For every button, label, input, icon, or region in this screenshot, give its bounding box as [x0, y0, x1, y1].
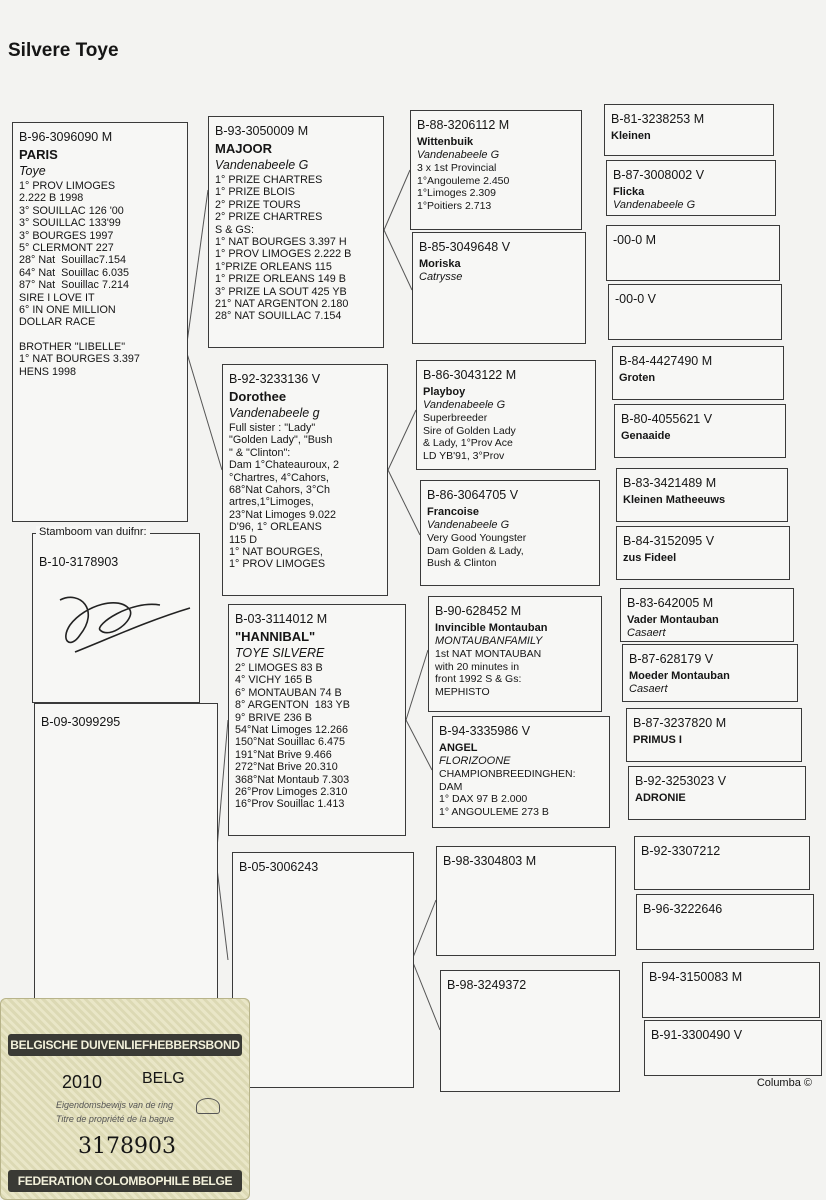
- pigeon-result-line: 2° LIMOGES 83 B: [235, 662, 323, 674]
- gen3-pigeon-box: [436, 846, 616, 956]
- stamp-country: BELG: [142, 1070, 185, 1087]
- pigeon-ring: B-85-3049648 V: [419, 240, 511, 254]
- gen4-pigeon-box: [616, 526, 790, 580]
- pigeon-ring: B-94-3150083 M: [649, 970, 743, 984]
- gen2-pigeon-box: [232, 852, 414, 1088]
- pigeon-ring: B-91-3300490 V: [651, 1028, 743, 1042]
- subject-result-line: DOLLAR RACE: [19, 316, 96, 329]
- subject-result-line: 3° BOURGES 1997: [19, 229, 114, 242]
- pigeon-name: Flicka: [613, 186, 645, 198]
- pigeon-name: Kleinen Matheeuws: [623, 494, 726, 506]
- pigeon-ring: B-98-3304803 M: [443, 854, 537, 868]
- subject-pigeon-box: [12, 122, 188, 522]
- subject-result-line: 3° SOUILLAC 126 '00: [19, 204, 124, 217]
- gen3-pigeon-box: [416, 360, 596, 470]
- subject-result-line: 5° CLERMONT 227: [19, 242, 114, 255]
- pigeon-result-line: Sire of Golden Lady: [423, 424, 516, 437]
- pigeon-result-line: 1° NAT BOURGES,: [229, 546, 323, 559]
- pigeon-breeder: FLORIZOONE: [439, 755, 511, 767]
- credit-text: Columba ©: [756, 1077, 812, 1089]
- subject-result-line: [19, 329, 181, 341]
- pigeon-result-line: LD YB'91, 3°Prov: [423, 449, 505, 462]
- pigeon-result-line: 368°Nat Montaub 7.303: [235, 773, 350, 786]
- pigeon-breeder: Catrysse: [419, 271, 463, 283]
- pigeon-result-line: artres,1°Limoges,: [229, 496, 314, 509]
- gen4-pigeon-box: [636, 894, 814, 950]
- pigeon-result-line: CHAMPIONBREEDINGHEN:: [439, 768, 576, 780]
- handwritten-signature: [40, 580, 200, 680]
- stamp-bottom-banner: FEDERATION COLOMBOPHILE BELGE: [8, 1170, 242, 1192]
- gen2-pigeon-box: [208, 116, 384, 348]
- pigeon-name: Francoise: [427, 506, 479, 518]
- subject-results: [19, 180, 181, 378]
- pigeon-result-line: 21° NAT ARGENTON 2.180: [215, 298, 349, 311]
- pigeon-result-line: 1°Limoges 2.309: [417, 187, 496, 199]
- pigeon-result-line: & Lady, 1°Prov Ace: [423, 437, 513, 449]
- gen4-pigeon-box: [612, 346, 784, 400]
- pigeon-breeder: Vandenabeele G: [613, 199, 696, 211]
- subject-name: PARIS: [19, 147, 58, 162]
- pigeon-result-line: DAM: [439, 780, 463, 793]
- pigeon-result-line: D'96, 1° ORLEANS: [229, 521, 322, 534]
- pigeon-result-line: 1°Angouleme 2.450: [417, 174, 510, 187]
- pigeon-ring: B-86-3064705 V: [427, 488, 519, 502]
- pigeon-name: ANGEL: [439, 742, 478, 754]
- gen4-pigeon-box: [634, 836, 810, 890]
- pigeon-breeder: MONTAUBANFAMILY: [435, 635, 543, 647]
- pigeon-ring: B-03-3114012 M: [235, 612, 328, 626]
- subject-breeder: Toye: [19, 164, 46, 178]
- pigeon-result-line: Dam 1°Chateauroux, 2: [229, 459, 339, 472]
- pigeon-breeder: Vandenabeele G: [417, 149, 500, 161]
- pigeon-result-line: 1° PRIZE CHARTRES: [215, 174, 323, 186]
- gen4-pigeon-box: [622, 644, 798, 702]
- pigeon-name: Vader Montauban: [627, 614, 719, 626]
- pigeon-ring: B-87-628179 V: [629, 652, 714, 666]
- pigeon-result-line: 68°Nat Cahors, 3°Ch: [229, 484, 331, 497]
- stamp-line-1: Eigendomsbewijs van de ring: [56, 1100, 174, 1110]
- pigeon-result-line: 1° PRIZE BLOIS: [215, 186, 295, 199]
- pigeon-breeder: Casaert: [627, 627, 666, 639]
- pigeon-result-line: 1° DAX 97 B 2.000: [439, 793, 528, 805]
- pigeon-name: Wittenbuik: [417, 136, 474, 148]
- gen4-pigeon-box: [614, 404, 786, 458]
- gen4-pigeon-box: [608, 284, 782, 340]
- gen4-pigeon-box: [616, 468, 788, 522]
- pigeon-ring: B-92-3253023 V: [635, 774, 727, 788]
- subject-result-line: HENS 1998: [19, 365, 77, 378]
- stamp-year: 2010: [62, 1072, 103, 1092]
- pigeon-result-line: 8° ARGENTON 183 YB: [235, 699, 350, 712]
- pigeon-result-line: Full sister : "Lady": [229, 422, 316, 434]
- pigeon-name: Genaaide: [621, 430, 671, 442]
- gen4-pigeon-box: [606, 160, 776, 216]
- subject-result-line: 28° Nat Souillac7.154: [19, 254, 126, 267]
- pigeon-result-line: S & GS:: [215, 223, 255, 236]
- subject-result-line: SIRE I LOVE IT: [19, 291, 95, 304]
- pigeon-result-line: 54°Nat Limoges 12.266: [235, 724, 348, 737]
- pigeon-result-line: 1°PRIZE ORLEANS 115: [215, 260, 332, 273]
- subject-result-line: 2.222 B 1998: [19, 192, 84, 205]
- pigeon-result-line: MEPHISTO: [435, 685, 490, 698]
- gen3-pigeon-box: [412, 232, 586, 344]
- pigeon-ring: -00-0 V: [615, 292, 656, 306]
- ring-ownership-stamp: [0, 998, 250, 1200]
- pigeon-result-line: 3° PRIZE LA SOUT 425 YB: [215, 285, 347, 298]
- pigeon-name: Playboy: [423, 386, 466, 398]
- pigeon-breeder: Vandenabeele G: [423, 399, 506, 411]
- subject-ring: B-96-3096090 M: [19, 130, 113, 144]
- pigeon-result-line: 1°Poitiers 2.713: [417, 199, 492, 212]
- pigeon-result-line: 26°Prov Limoges 2.310: [235, 786, 348, 799]
- pigeon-result-line: Bush & Clinton: [427, 557, 497, 569]
- page-title: Silvere Toye: [8, 40, 119, 61]
- subject-result-line: 6° IN ONE MILLION: [19, 304, 116, 317]
- pigeon-result-line: 115 D: [229, 533, 258, 546]
- gen2-pigeon-box: [228, 604, 406, 836]
- pigeon-breeder: Casaert: [629, 683, 668, 695]
- gen4-pigeon-box: [628, 766, 806, 820]
- subject-result-line: 87° Nat Souillac 7.214: [19, 279, 129, 292]
- gen3-pigeon-box: [440, 970, 620, 1092]
- pigeon-result-line: 191°Nat Brive 9.466: [235, 748, 332, 761]
- pigeon-result-line: 6° MONTAUBAN 74 B: [235, 686, 342, 699]
- pigeon-breeder: Vandenabeele g: [229, 406, 320, 420]
- pigeon-name: Groten: [619, 372, 656, 384]
- pigeon-name: Dorothee: [229, 389, 287, 404]
- pigeon-result-line: 1° PROV LIMOGES: [229, 558, 326, 571]
- gen3-pigeon-box: [410, 110, 582, 230]
- pigeon-result-line: " & "Clinton":: [229, 446, 291, 459]
- pigeon-result-line: 16°Prov Souillac 1.413: [235, 798, 345, 811]
- gen2-pigeon-box: [222, 364, 388, 596]
- pigeon-result-line: "Golden Lady", "Bush: [229, 434, 333, 447]
- pigeon-ring: B-88-3206112 M: [417, 118, 510, 132]
- crest-icon: [196, 1098, 220, 1114]
- pigeon-result-line: 2° PRIZE TOURS: [215, 198, 301, 211]
- pigeon-result-line: 9° BRIVE 236 B: [235, 711, 312, 724]
- pigeon-result-line: 1° NAT BOURGES 3.397 H: [215, 236, 347, 249]
- pigeon-breeder: Vandenabeele G: [427, 519, 510, 531]
- pigeon-result-line: Dam Golden & Lady,: [427, 544, 524, 557]
- pigeon-name: ADRONIE: [635, 792, 686, 804]
- pedigree-label: Stamboom van duifnr:: [36, 526, 150, 538]
- pigeon-ring: -00-0 M: [613, 233, 657, 247]
- stamp-top-banner: BELGISCHE DUIVENLIEFHEBBERSBOND: [8, 1034, 242, 1056]
- gen4-pigeon-box: [644, 1020, 822, 1076]
- pigeon-name: "HANNIBAL": [235, 629, 316, 644]
- dam-ring: B-09-3099295: [41, 715, 121, 729]
- pigeon-name: PRIMUS I: [633, 734, 682, 746]
- pigeon-ring: B-84-3152095 V: [623, 534, 715, 548]
- pigeon-ring: B-86-3043122 M: [423, 368, 517, 382]
- gen4-pigeon-box: [620, 588, 794, 642]
- pigeon-ring: B-84-4427490 M: [619, 354, 713, 368]
- pigeon-result-line: Very Good Youngster: [427, 532, 527, 544]
- pigeon-ring: B-87-3008002 V: [613, 168, 705, 182]
- pigeon-result-line: 4° VICHY 165 B: [235, 674, 313, 687]
- pigeon-result-line: Superbreeder: [423, 412, 488, 424]
- pigeon-name: Moriska: [419, 258, 461, 270]
- pigeon-ring: B-90-628452 M: [435, 604, 522, 618]
- pigeon-result-line: 1st NAT MONTAUBAN: [435, 648, 542, 660]
- pigeon-ring: B-93-3050009 M: [215, 124, 309, 138]
- pigeon-ring: B-94-3335986 V: [439, 724, 531, 738]
- gen3-pigeon-box: [428, 596, 602, 712]
- gen4-pigeon-box: [604, 104, 774, 156]
- subject-result-line: 64° Nat Souillac 6.035: [19, 266, 129, 279]
- pigeon-ring: B-83-642005 M: [627, 596, 714, 610]
- subject-result-line: 1° NAT BOURGES 3.397: [19, 353, 140, 366]
- pigeon-name: Invincible Montauban: [435, 622, 548, 634]
- stamp-number: 3178903: [78, 1134, 176, 1159]
- subject-result-line: 3° SOUILLAC 133'99: [19, 217, 121, 230]
- subject-result-line: 1° PROV LIMOGES: [19, 180, 116, 192]
- pigeon-breeder: TOYE SILVERE: [235, 646, 325, 660]
- pigeon-result-line: 23°Nat Limoges 9.022: [229, 508, 336, 521]
- stamp-line-2: Titre de propriété de la bague: [56, 1114, 174, 1124]
- pigeon-result-line: front 1992 S & Gs:: [435, 673, 522, 685]
- pigeon-ring: B-05-3006243: [239, 860, 319, 874]
- gen3-pigeon-box: [432, 716, 610, 828]
- pigeon-ring: B-81-3238253 M: [611, 112, 705, 126]
- pigeon-result-line: 2° PRIZE CHARTRES: [215, 211, 323, 224]
- pigeon-result-line: °Chartres, 4°Cahors,: [229, 471, 329, 484]
- gen4-pigeon-box: [606, 225, 780, 281]
- dam-box: [34, 703, 218, 1023]
- pigeon-result-line: 150°Nat Souillac 6.475: [235, 736, 345, 749]
- pigeon-ring: B-92-3307212: [641, 844, 721, 858]
- pigeon-ring: B-87-3237820 M: [633, 716, 727, 730]
- pigeon-result-line: 3 x 1st Provincial: [417, 162, 497, 174]
- pigeon-result-line: 1° PRIZE ORLEANS 149 B: [215, 273, 346, 286]
- pigeon-ring: B-80-4055621 V: [621, 412, 713, 426]
- pigeon-result-line: with 20 minutes in: [435, 660, 520, 673]
- pigeon-ring: B-92-3233136 V: [229, 372, 321, 386]
- gen4-pigeon-box: [626, 708, 802, 762]
- pigeon-ring: B-98-3249372: [447, 978, 527, 992]
- pedigree-number: B-10-3178903: [39, 555, 119, 569]
- pigeon-result-line: 1° ANGOULEME 273 B: [439, 805, 549, 818]
- gen3-pigeon-box: [420, 480, 600, 586]
- pigeon-ring: B-83-3421489 M: [623, 476, 717, 490]
- pigeon-result-line: 1° PROV LIMOGES 2.222 B: [215, 248, 352, 261]
- pigeon-result-line: 28° NAT SOUILLAC 7.154: [215, 310, 342, 323]
- pigeon-breeder: Vandenabeele G: [215, 158, 309, 172]
- pigeon-name: zus Fideel: [623, 552, 677, 564]
- subject-result-line: BROTHER "LIBELLE": [19, 340, 126, 353]
- pigeon-name: Kleinen: [611, 130, 651, 142]
- gen4-pigeon-box: [642, 962, 820, 1018]
- pigeon-ring: B-96-3222646: [643, 902, 723, 916]
- pigeon-name: Moeder Montauban: [629, 670, 730, 682]
- pigeon-name: MAJOOR: [215, 141, 273, 156]
- pigeon-result-line: 272°Nat Brive 20.310: [235, 761, 338, 774]
